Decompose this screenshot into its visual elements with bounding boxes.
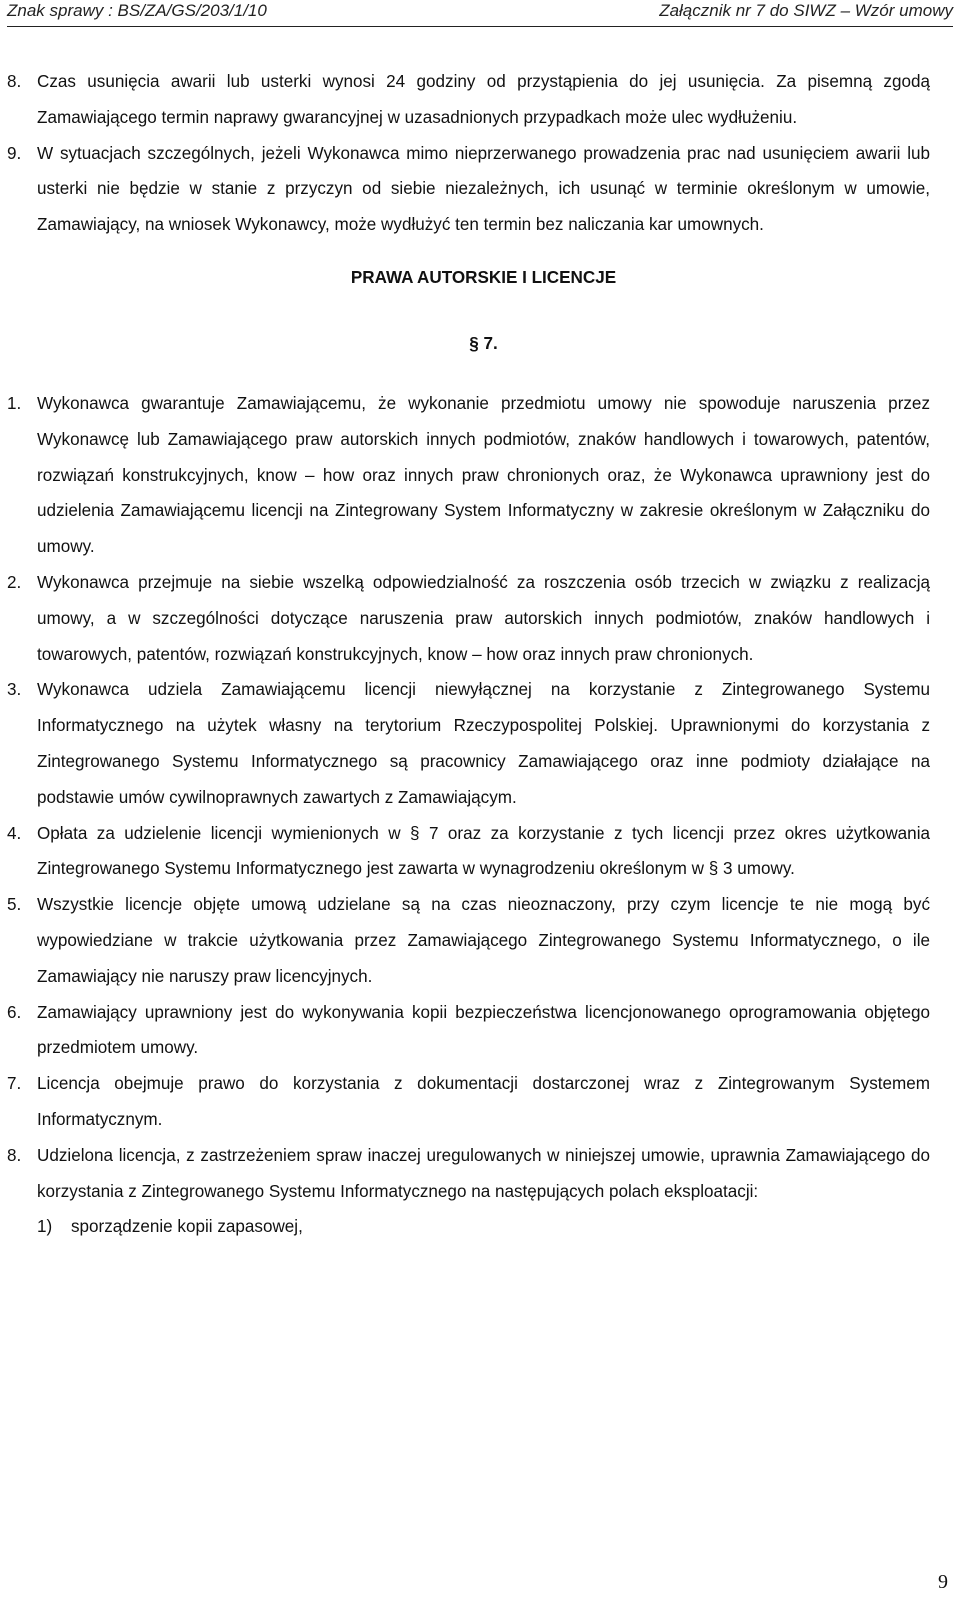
list-item bbox=[7, 136, 930, 243]
item-number: 8. bbox=[7, 72, 22, 91]
page-header bbox=[7, 0, 953, 27]
page-number: 9 bbox=[938, 1571, 948, 1593]
sub-item-number: 1) bbox=[37, 1217, 53, 1237]
list-item bbox=[7, 1066, 930, 1138]
item-number: 4. bbox=[7, 823, 22, 843]
list-item bbox=[7, 64, 930, 136]
item-number: 3. bbox=[7, 680, 22, 700]
list-item bbox=[7, 386, 930, 565]
item-text: Opłata za udzielenie licencji wymienionych w § 7 oraz za korzystanie z tych licencji przez okres użytkowania Zintegrowanego Systemu Informatycznego jest zawarta w wynagrodzeniu określonym w § 3 umowy. bbox=[37, 823, 930, 879]
item-number: 8. bbox=[7, 1145, 22, 1165]
case-reference: Znak sprawy : BS/ZA/GS/203/1/10 bbox=[7, 1, 267, 20]
sub-list-item bbox=[37, 1209, 930, 1245]
item-text: Wykonawca przejmuje na siebie wszelką odpowiedzialność za roszczenia osób trzecich w związku z realizacją umowy, a w szczególności dotyczące naruszenia praw autorskich innych podmiotów, znaków handlowych i towarowych, patentów, rozwiązań konstrukcyjnych, know – how oraz innych praw chronionych. bbox=[37, 572, 930, 664]
item-number: 5. bbox=[7, 895, 22, 915]
item-text: Udzielona licencja, z zastrzeżeniem spraw inaczej uregulowanych w niniejszej umowie, uprawnia Zamawiającego do korzystania z Zintegrowanego Systemu Informatycznego na następujących polach eksploatacji: bbox=[37, 1145, 930, 1201]
list-item bbox=[7, 995, 930, 1067]
item-text: Wykonawca gwarantuje Zamawiającemu, że wykonanie przedmiotu umowy nie spowoduje naruszenia przez Wykonawcę lub Zamawiającego praw autorskich innych podmiotów, znaków handlowych i towarowych, patentów, rozwiązań konstrukcyjnych, know – how oraz innych praw chronionych oraz, że Wykonawca uprawniony jest do udzielenia Zamawiającemu licencji na Zintegrowany System Informatyczny w zakresie określonym w Załączniku do umowy. bbox=[37, 393, 930, 557]
item-text: Wykonawca udziela Zamawiającemu licencji niewyłącznej na korzystanie z Zintegrowanego Systemu Informatycznego na użytek własny na terytorium Rzeczypospolitej Polskiej. Uprawnionymi do korzystania z Zintegrowanego Systemu Informatycznego są pracownicy Zamawiającego oraz inne podmioty działające na podstawie umów cywilnoprawnych zawartych z Zamawiającym. bbox=[37, 680, 930, 807]
item-number: 7. bbox=[7, 1074, 22, 1094]
item-text: Wszystkie licencje objęte umową udzielane są na czas nieoznaczony, przy czym licencje te nie mogą być wypowiedziane w trakcie użytkowania przez Zamawiającego Zintegrowanego Systemu Informatycznego, o ile Zamawiający nie naruszy praw licencyjnych. bbox=[37, 895, 930, 986]
section-number: § 7. bbox=[469, 333, 498, 353]
item-text: W sytuacjach szczególnych, jeżeli Wykonawca mimo nieprzerwanego prowadzenia prac nad usunięciem awarii lub usterki nie będzie w stanie z przyczyn od siebie niezależnych, ich usunąć w terminie określonym w umowie, Zamawiający, na wniosek Wykonawcy, może wydłużyć ten termin bez naliczania kar umownych. bbox=[37, 143, 930, 235]
list-item bbox=[7, 887, 930, 994]
item-text: Czas usunięcia awarii lub usterki wynosi 24 godziny od przystąpienia do jej usunięcia. Za pisemną zgodą Zamawiającego termin naprawy gwarancyjnej w uzasadnionych przypadkach może ulec wydłużeniu. bbox=[37, 72, 930, 127]
item-number: 6. bbox=[7, 1002, 22, 1022]
item-text: Zamawiający uprawniony jest do wykonywania kopii bezpieczeństwa licencjonowanego oprogramowania objętego przedmiotem umowy. bbox=[37, 1002, 930, 1058]
list-item bbox=[7, 1138, 930, 1210]
document-body bbox=[7, 64, 930, 1245]
list-item bbox=[7, 672, 930, 815]
item-text: Licencja obejmuje prawo do korzystania z dokumentacji dostarczonej wraz z Zintegrowanym Systemem Informatycznym. bbox=[37, 1074, 930, 1129]
item-number: 9. bbox=[7, 143, 22, 163]
attachment-title: Załącznik nr 7 do SIWZ – Wzór umowy bbox=[659, 1, 953, 20]
item-number: 1. bbox=[7, 393, 22, 413]
sub-item-text: sporządzenie kopii zapasowej, bbox=[71, 1217, 303, 1237]
list-item bbox=[7, 565, 930, 672]
section-title: PRAWA AUTORSKIE I LICENCJE bbox=[350, 267, 617, 287]
item-number: 2. bbox=[7, 572, 22, 592]
list-item bbox=[7, 816, 930, 888]
